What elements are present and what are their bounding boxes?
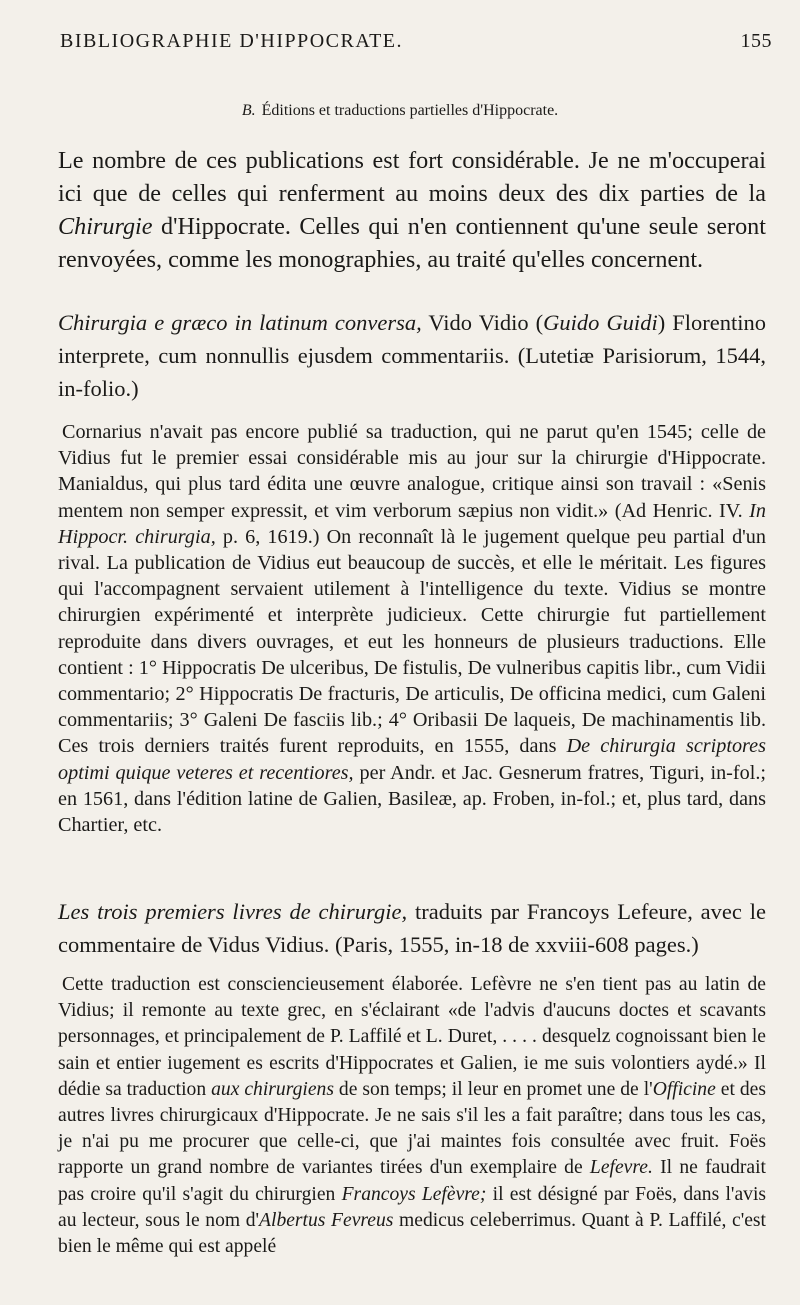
bibliographic-entry-1 [58, 306, 766, 405]
commentary-2-text-3: et des autres livres chirurgicaux d'Hippocrate. Je ne sais s'il les a fait paraître; dans tous les cas, je n'ai pu me procurer que celle-ci, que j'ai maintes fois consultée avec fruit. Foës rapporte un grand nombre de variantes tirées d'un exemplaire de [58, 1078, 767, 1179]
running-header [60, 30, 772, 60]
commentary-1-italic-2: De chirurgia scriptores optimi quique veteres et recentiores, [58, 735, 766, 784]
entry-1-name: Guido Guidi [543, 310, 658, 335]
section-heading [0, 102, 800, 120]
entry-1-title: Chirurgia e græco in latinum conversa, [58, 310, 422, 335]
section-letter: B. [241, 102, 256, 119]
commentary-2-italic-3: Lefevre. [589, 1157, 653, 1179]
running-title: BIBLIOGRAPHIE D'HIPPOCRATE. [60, 30, 404, 52]
commentary-2-text-4: Il ne faudrait pas croire qu'il s'agit du chirurgien [58, 1157, 766, 1205]
commentary-2 [58, 972, 766, 1260]
commentary-2-text: Cette traduction est consciencieusement élaborée. Lefèvre ne s'en tient pas au latin de Vidius; il remonte au texte grec, en s'éclairant «de l'advis d'aucuns doctes et scavants personnages, et principalement de P. Laffilé et L. Duret, . . . . desquelz cognoissant bien le sain et entier iugement es escrits d'Hippocrates et Galien, ie me suis volontiers aydé.» Il dédie sa traduction [58, 974, 766, 1100]
commentary-1 [58, 419, 766, 838]
commentary-1-text-3: per Andr. et Jac. Gesnerum fratres, Tiguri, in-fol.; en 1561, dans l'édition latine de Galien, Basileæ, ap. Froben, in-fol.; et, plus tard, dans Chartier, etc. [58, 761, 766, 837]
commentary-1-text: Cornarius n'avait pas encore publié sa traduction, qui ne parut qu'en 1545; celle de Vidius fut le premier essai considérable mis au jour sur la chirurgie d'Hippocrate. Manialdus, qui plus tard édita une œuvre analogue, critique ainsi son travail : «Senis mentem non semper expressit, et vim verborum sæpius non vidit.» (Ad Henric. IV. [58, 421, 766, 522]
entry-1-details: ) Florentino interprete, cum nonnullis ejusdem commentariis. (Lutetiæ Parisiorum, 1544, in-folio.) [58, 310, 766, 401]
intro-text-end: d'Hippocrate. Celles qui n'en contiennent qu'une seule seront renvoyées, comme les monographies, au traité qu'elles concernent. [58, 213, 766, 273]
page-number: 155 [740, 30, 772, 52]
entry-2-title: Les trois premiers livres de chirurgie, [58, 899, 408, 924]
commentary-2-italic-2: Officine [652, 1078, 716, 1100]
commentary-2-italic-5: Albertus Fevreus [259, 1209, 394, 1231]
commentary-2-text-2: de son temps; il leur en promet une de l' [333, 1078, 653, 1100]
section-title: Éditions et traductions partielles d'Hippocrate. [261, 102, 559, 119]
commentary-2-text-5: il est désigné par Foës, dans l'avis au lecteur, sous le nom d' [58, 1183, 767, 1231]
commentary-1-text-2: p. 6, 1619.) On reconnaît là le jugement quelque peu partial d'un rival. La publication de Vidius eut beaucoup de succès, et elle le méritait. Les figures qui l'accompagnent servaient utilement à l'intelligence du texte. Vidius se montre chirurgien expérimenté et interprète judicieux. Cette chirurgie fut partiellement reproduite dans divers ouvrages, et eut les honneurs de plusieurs traductions. Elle contient : 1° Hippocratis De ulceribus, De fistulis, De vulneribus capitis libr., cum Vidii commentario; 2° Hippocratis De fracturis, De articulis, De officina medici, cum Galeni commentariis; 3° Galeni De fasciis lib.; 4° Oribasii De laqueis, De machinamentis lib. Ces trois derniers traités furent reproduits, en 1555, dans [58, 525, 766, 758]
intro-text: Le nombre de ces publications est fort considérable. Je ne m'occuperai ici que de celles qui renferment au moins deux des dix parties de la [58, 147, 766, 207]
commentary-2-italic-4: Francoys Lefèvre; [341, 1183, 487, 1205]
commentary-2-italic: aux chirurgiens [211, 1078, 334, 1100]
intro-paragraph [58, 144, 766, 276]
bibliographic-entry-2 [58, 895, 766, 961]
entry-1-text: Vido Vidio ( [421, 310, 544, 335]
intro-italic: Chirurgie [58, 213, 153, 240]
commentary-1-italic: In Hippocr. chirurgia, [58, 499, 766, 548]
commentary-2-text-6: medicus celeberrimus. Quant à P. Laffilé, c'est bien le même qui est appelé [58, 1209, 766, 1258]
entry-2-details: traduits par Francoys Lefeure, avec le commentaire de Vidus Vidius. (Paris, 1555, in-18 de xxviii-608 pages.) [58, 899, 766, 957]
